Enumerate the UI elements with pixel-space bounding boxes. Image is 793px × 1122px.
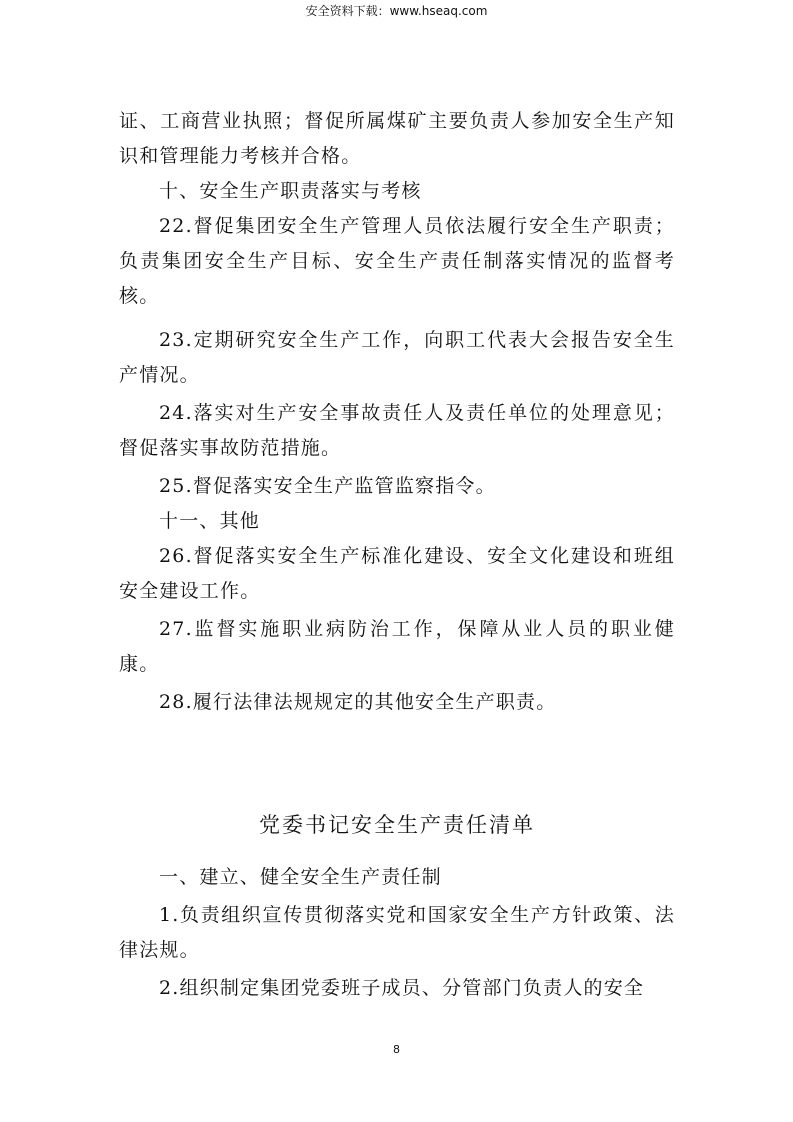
paragraph-item-26: 26.督促落实安全生产标准化建设、安全文化建设和班组安全建设工作。 xyxy=(119,545,675,602)
paragraph-item-2: 2.组织制定集团党委班子成员、分管部门负责人的安全 xyxy=(159,977,645,999)
paragraph-item-28: 28.履行法律法规规定的其他安全生产职责。 xyxy=(159,691,557,713)
document-title: 党委书记安全生产责任清单 xyxy=(259,813,535,837)
paragraph-item-22: 22.督促集团安全生产管理人员依法履行安全生产职责；负责集团安全生产目标、安全生产责任制落实情况的监督考核。 xyxy=(119,215,675,307)
paragraph-item-27: 27.监督实施职业病防治工作，保障从业人员的职业健康。 xyxy=(119,618,675,675)
page-number: 8 xyxy=(393,1043,400,1056)
page-header-watermark: 安全资料下载：www.hseaq.com xyxy=(305,4,488,18)
paragraph-item-24: 24.落实对生产安全事故责任人及责任单位的处理意见；督促落实事故防范措施。 xyxy=(119,402,675,459)
section-heading-11: 十一、其他 xyxy=(159,510,261,532)
section-heading-10: 十、安全生产职责落实与考核 xyxy=(159,180,422,202)
paragraph-item-1: 1.负责组织宣传贯彻落实党和国家安全生产方针政策、法律法规。 xyxy=(119,904,675,961)
section-heading-1: 一、建立、健全安全生产责任制 xyxy=(159,866,442,888)
paragraph-item-23: 23.定期研究安全生产工作，向职工代表大会报告安全生产情况。 xyxy=(119,329,675,386)
paragraph-continuation: 证、工商营业执照；督促所属煤矿主要负责人参加安全生产知识和管理能力考核并合格。 xyxy=(119,110,675,167)
paragraph-item-25: 25.督促落实安全生产监管监察指令。 xyxy=(159,475,496,497)
document-body xyxy=(119,104,675,1006)
